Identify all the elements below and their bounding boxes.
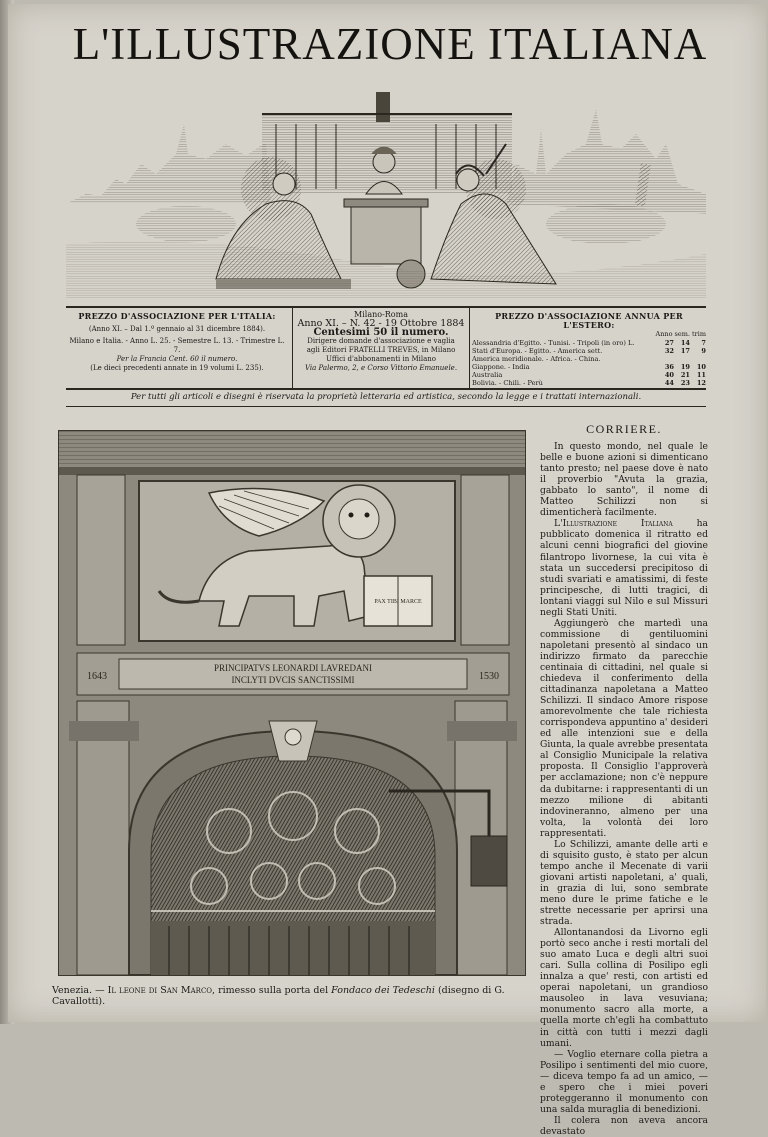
foreign-price-heading: PREZZO D'ASSOCIAZIONE ANNUA PER L'ESTERO: [495, 311, 683, 330]
image-caption: Venezia. — Il leone di San Marco, rimesso sulla porta del Fondaco dei Tedeschi (disegno di G. Cavallotti). [52, 985, 505, 1007]
caption-place: Venezia. [52, 985, 93, 996]
rate-quarter: 7 [701, 339, 706, 347]
header-engraving [66, 84, 706, 298]
article-paragraph-7: Il colera non aveva ancora devastato [540, 1114, 708, 1137]
corriere-article [540, 424, 708, 1137]
rate-label: Bolivia. - Chili. - Perù [472, 379, 543, 387]
article-paragraph-1: In questo mondo, nel quale le belle e buone azioni si dimenticano tanto presto; nel paese dove è nato il proverbio "Avuta la grazia, gabbato lo santo", il nome di Matteo Schilizzi non si dimenticherà facilmente. [540, 441, 708, 519]
rate-year: 27 [664, 339, 674, 347]
article-paragraph-5: Allontanandosi da Livorno egli portò seco anche i resti mortali del suo amato Luca e degli altri suoi cari. Sulla collina di Posilipo egli innalza a que' resti, con artisti ed operai napoletani, un grandioso mausoleo in lava vesuviana; monumento sacro alla morte, a quella morte ch'egli ha combattuto in città con tutti i mezzi dagli umani. [540, 927, 708, 1049]
rate-semester: 23 [680, 379, 690, 387]
foreign-prices [472, 308, 706, 392]
foreign-rate-row [472, 347, 706, 355]
article-paragraph-2-text: ha pubblicato domenica il ritratto ed alcuni cenni biografici del giovine filantropo livornese, la cui vita è stata un succedersi precipitoso di studi svariati e amatissimi, di feste principesche, di lutti tragici, di lontani viaggi sul Nilo e sul Missuri negli Stati Uniti. [540, 518, 708, 618]
foreign-rate-row [472, 339, 706, 347]
foreign-rate-row [472, 379, 706, 387]
rate-label: Alessandria d'Egitto. - Tunisi. - Tripoli (in oro) L. [472, 339, 635, 347]
foreign-rate-row [472, 363, 706, 371]
rate-year: 40 [664, 371, 674, 379]
caption-building: Fondaco dei Tedeschi [331, 985, 435, 996]
article-paragraph-2 [540, 518, 708, 617]
rate-semester: 14 [680, 339, 690, 347]
rate-label: Giappone. - India [472, 363, 530, 371]
rate-year: 44 [664, 379, 674, 387]
article-heading: CORRIERE. [586, 422, 662, 436]
editor-line-1: Dirigere domande d'associazione e vaglia [307, 337, 455, 345]
issue-info [292, 308, 470, 390]
rate-label: Australia [472, 371, 503, 379]
foreign-rates-table [472, 339, 706, 387]
back-issues: (Le dieci precedenti annate in 19 volumi L. 235). [90, 364, 264, 372]
rate-semester: 19 [680, 363, 690, 371]
rate-label: America meridionale. - Africa. - China. [472, 355, 601, 363]
magazine-name: L'Illustrazione Italiana [554, 518, 673, 530]
rate-year [658, 355, 674, 363]
book-inscription: PAX TIBI MARCE [374, 599, 422, 605]
france-price: Per la Francia Cent. 60 il numero. [116, 355, 238, 363]
rate-semester: 17 [680, 347, 690, 355]
foreign-price-columns: Anno sem. trim [655, 330, 706, 338]
rate-quarter: 12 [696, 379, 706, 387]
rate-label: Stati d'Europa. - Egitto. - America sett. [472, 347, 603, 355]
foreign-rate-row [472, 371, 706, 379]
rate-semester: 21 [680, 371, 690, 379]
plaque-date-right: 1530 [479, 671, 499, 682]
editor-line-3: Uffici d'abbonamenti in Milano [325, 355, 436, 363]
rate-semester [674, 355, 690, 363]
italy-year-line: (Anno XI. – Dal 1.º gennaio al 31 dicembre 1884). [88, 325, 266, 333]
plaque-inscription-line-2: INCLYTI DVCIS SANCTISSIMI [231, 675, 355, 685]
issue-city: Milano-Roma [354, 310, 408, 319]
italy-price-heading: PREZZO D'ASSOCIAZIONE PER L'ITALIA: [78, 311, 276, 321]
article-paragraph-6: — Voglio eternare colla pietra a Posilipo i sentimenti del mio cuore, — diceva tempo fa ad un amico, — e spero che i miei poveri proteggeranno il monumento con una salda muraglia di benedizioni. [540, 1048, 708, 1115]
caption-title: Il leone di San Marco, [107, 985, 216, 996]
rate-year: 32 [664, 347, 674, 355]
article-paragraph-4: Lo Schilizzi, amante delle arti e di squisito gusto, è stato per alcun tempo anche il Mecenate di varii giovani artisti napoletani, a' quali, in grazia di lui, sono sembrate meno dure le prime fatiche e le strette necessarie per aprirsi una strada. [540, 838, 708, 928]
plaque-date-left: 1643 [87, 671, 107, 682]
divider-rule [66, 406, 706, 407]
lion-of-san-marco-engraving [58, 430, 526, 976]
rate-quarter [690, 355, 706, 363]
rights-notice: Per tutti gli articoli e disegni è riservata la proprietà letteraria ed artistica, secondo la legge e i trattati internazionali. [130, 392, 642, 402]
rate-quarter: 10 [696, 363, 706, 371]
masthead-title: L'ILLUSTRAZIONE ITALIANA [72, 19, 708, 69]
plaque-inscription-line-1: PRINCIPATVS LEONARDI LAVREDANI [213, 663, 373, 673]
article-paragraph-3: Aggiungerò che martedì una commissione di gentiluomini napoletani presentò al sindaco un indirizzo firmato da parecchie centinaia di cittadini, nel quale si chiedeva il conferimento della cittadinanza napoletana a Matteo Schilizzi. Il sindaco Amore rispose amorevolmente che tale richiesta corrispondeva appuntino a' desideri ed alle intenzioni sue e della Giunta, la quale avrebbe presentata al Consiglio Municipale la relativa proposta. Il Consiglio l'approverà per acclamazione; non c'è neppure da dubitarne: i rappresentanti di un mezzo milione di abitanti indovineranno, almeno per una volta, la volontà dei loro rappresentati. [540, 617, 708, 839]
rate-year: 36 [664, 363, 674, 371]
issue-number: Anno XI. – N. 42 - 19 Ottobre 1884 [297, 318, 465, 329]
editor-line-2: agli Editori FRATELLI TREVES, in Milano [306, 346, 456, 354]
rate-quarter: 9 [701, 347, 706, 355]
editor-line-4: Via Palermo, 2, e Corso Vittorio Emanuele. [304, 364, 458, 372]
italy-prices [66, 308, 288, 392]
italy-rates: Milano e Italia. - Anno L. 25. - Semestre L. 13. - Trimestre L. 7. [69, 337, 285, 354]
foreign-rate-row [472, 355, 706, 363]
subscription-info-bar [66, 306, 706, 390]
issue-price: Centesimi 50 il numero. [313, 327, 449, 338]
caption-credit: (disegno di G. Cavallotti). [52, 985, 505, 1007]
caption-rest: rimesso sulla porta del [215, 985, 332, 996]
rate-quarter: 11 [696, 371, 706, 379]
